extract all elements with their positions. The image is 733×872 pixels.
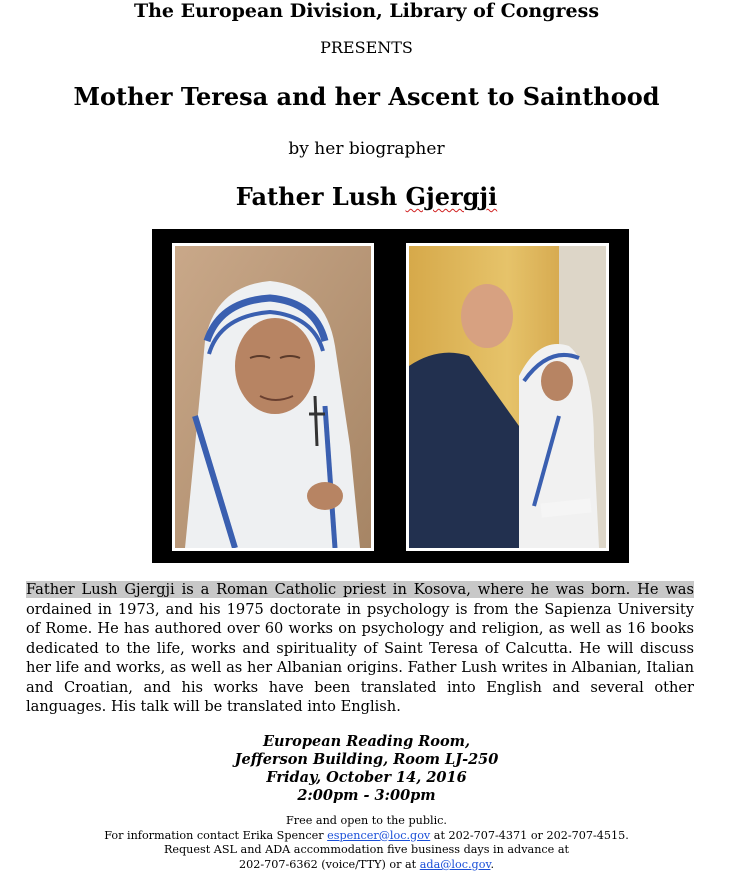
portrait-photo <box>172 243 374 551</box>
event-date: Friday, October 14, 2016 <box>266 769 467 786</box>
free-admission-note: Free and open to the public. <box>286 814 447 827</box>
event-details <box>0 733 733 805</box>
contact-phones: at 202-707-4371 or 202-707-4515. <box>430 828 629 842</box>
presents-label: PRESENTS <box>320 38 413 57</box>
footer-info <box>0 814 733 872</box>
byline: by her biographer <box>288 139 445 159</box>
ada-suffix: . <box>490 857 495 871</box>
venue-building: Jefferson Building, Room LJ-250 <box>234 751 499 768</box>
speaker-name <box>0 182 733 211</box>
ada-line <box>0 858 733 872</box>
photo-with-speaker <box>406 243 609 551</box>
organization-heading: The European Division, Library of Congress <box>133 0 600 22</box>
bio-first-line: Father Lush Gjergji is a Roman Catholic priest in Kosova, where he was born. He was <box>26 581 694 598</box>
venue-room: European Reading Room, <box>262 733 471 750</box>
father-lush-with-mother-teresa-icon <box>409 246 606 548</box>
speaker-bio <box>26 580 694 717</box>
speaker-last-name: Gjergji <box>405 182 498 211</box>
asl-request-line: Request ASL and ADA accommodation five business days in advance at <box>163 843 570 857</box>
mother-teresa-portrait-icon <box>175 246 371 548</box>
event-time: 2:00pm - 3:00pm <box>297 787 436 804</box>
contact-line <box>0 829 733 844</box>
speaker-first-name: Father Lush <box>235 182 406 211</box>
contact-prefix: For information contact Erika Spencer <box>104 828 328 842</box>
event-title: Mother Teresa and her Ascent to Sainthood <box>73 82 660 111</box>
photo-frame <box>152 229 629 563</box>
ada-email-link[interactable]: ada@loc.gov <box>419 857 491 871</box>
contact-email-link[interactable]: espencer@loc.gov <box>327 828 431 842</box>
ada-prefix: 202-707-6362 (voice/TTY) or at <box>238 857 420 871</box>
bio-body: ordained in 1973, and his 1975 doctorate in psychology is from the Sapienza University of Rome. He has authored over 60 works on psychology and religion, as well as 16 books dedicated to the life, works and spirituality of Saint Teresa of Calcutta. He will discuss her life and works, as well as her Albanian origins. Father Lush writes in Albanian, Italian and Croatian, and his works have been translated into English and several other languages. His talk will be translated into English. <box>26 600 694 715</box>
